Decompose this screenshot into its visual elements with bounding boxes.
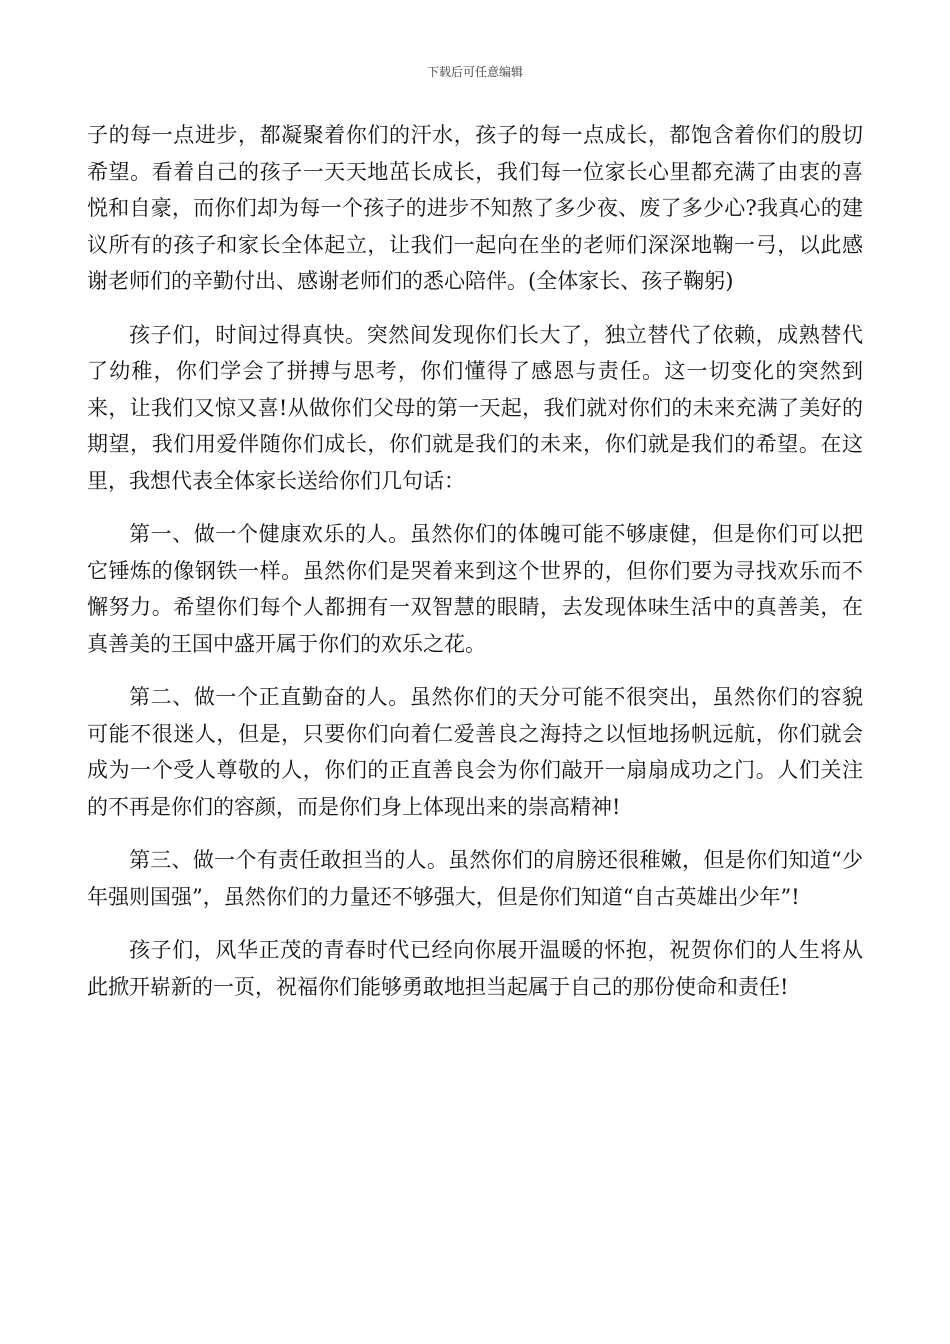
paragraph-third-responsible: 第三、做一个有责任敢担当的人。虽然你们的肩膀还很稚嫩，但是你们知道“少年强则国强”，虽然你们的力量还不够强大，但是你们知道“自古英雄出少年”! <box>87 848 863 909</box>
page-header-note: 下载后可任意编辑 <box>426 65 523 79</box>
document-body <box>87 117 863 1005</box>
paragraph-second-upright-diligent: 第二、做一个正直勤奋的人。虽然你们的天分可能不很突出，虽然你们的容貌可能不很迷人，但是，只要你们向着仁爱善良之海持之以恒地扬帆远航，你们就会成为一个受人尊敬的人，你们的正直善良会为你们敲开一扇扇成功之门。人们关注的不再是你们的容颜，而是你们身上体现出来的崇高精神! <box>87 685 863 819</box>
paragraph-first-healthy-joyful: 第一、做一个健康欢乐的人。虽然你们的体魄可能不够康健，但是你们可以把它锤炼的像钢铁一样。虽然你们是哭着来到这个世界的，但你们要为寻找欢乐而不懈努力。希望你们每个人都拥有一双智慧的眼睛，去发现体味生活中的真善美，在真善美的王国中盛开属于你们的欢乐之花。 <box>87 522 863 656</box>
paragraph-gratitude-to-teachers: 子的每一点进步，都凝聚着你们的汗水，孩子的每一点成长，都饱含着你们的殷切希望。看着自己的孩子一天天地茁长成长，我们每一位家长心里都充满了由衷的喜悦和自豪，而你们却为每一个孩子的进步不知熬了多少夜、废了多少心?我真心的建议所有的孩子和家长全体起立，让我们一起向在坐的老师们深深地鞠一弓，以此感谢老师们的辛勤付出、感谢老师们的悉心陪伴。(全体家长、孩子鞠躬) <box>87 123 863 293</box>
paragraph-closing-blessing: 孩子们，风华正茂的青春时代已经向你展开温暖的怀抱，祝贺你们的人生将从此掀开崭新的一页，祝福你们能够勇敢地担当起属于自己的那份使命和责任! <box>87 938 863 999</box>
paragraph-children-growing-up: 孩子们，时间过得真快。突然间发现你们长大了，独立替代了依赖，成熟替代了幼稚，你们学会了拼搏与思考，你们懂得了感恩与责任。这一切变化的突然到来，让我们又惊又喜!从做你们父母的第一天起，我们就对你们的未来充满了美好的期望，我们用爱伴随你们成长，你们就是我们的未来，你们就是我们的希望。在这里，我想代表全体家长送给你们几句话： <box>87 322 863 493</box>
